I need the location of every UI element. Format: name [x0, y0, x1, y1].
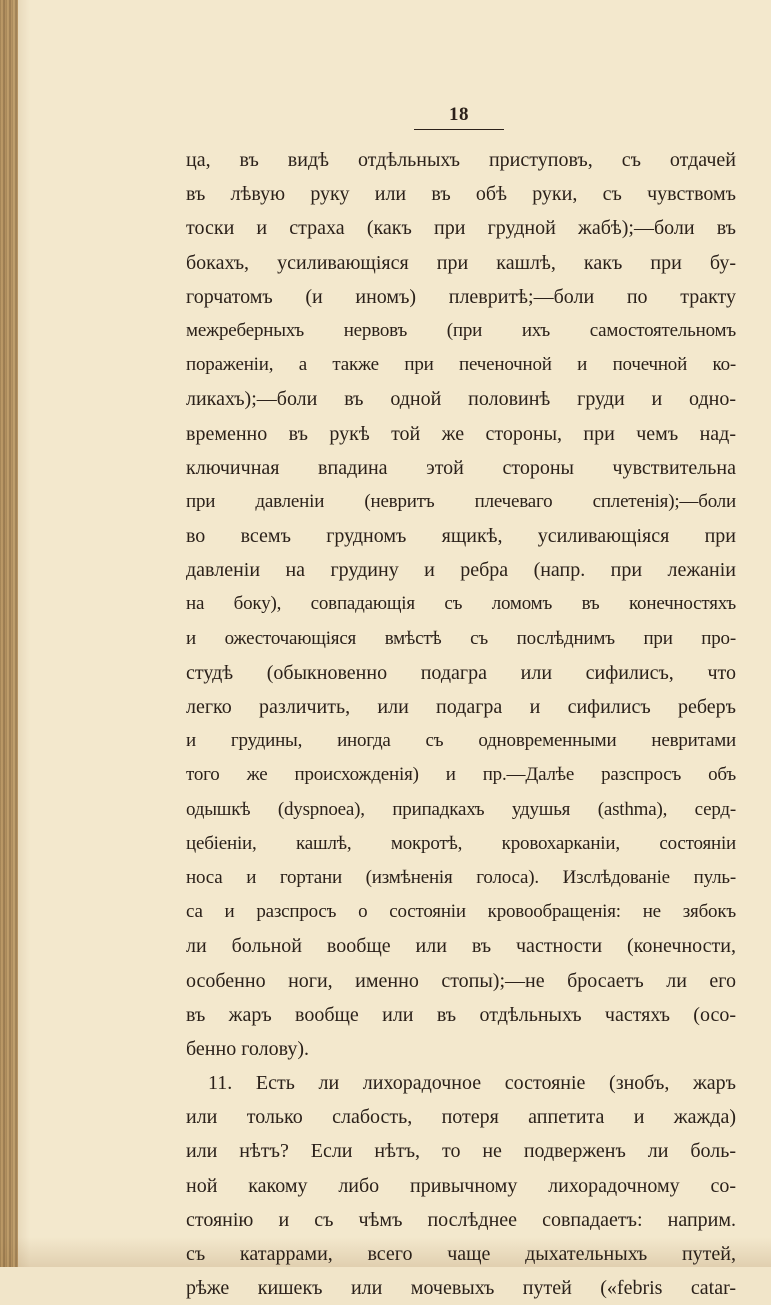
- text-line: особенно ноги, именно стопы);—не бросаетъ ли его: [186, 969, 736, 992]
- text-line: цебіеніи, кашлѣ, мокротѣ, кровохарканіи, состояніи: [186, 832, 736, 854]
- text-line: стоянію и съ чѣмъ послѣднее совпадаетъ: наприм.: [186, 1208, 736, 1231]
- text-line: студѣ (обыкновенно подагра или сифилисъ, что: [186, 661, 736, 684]
- text-line: въ лѣвую руку или въ обѣ руки, съ чувствомъ: [186, 183, 736, 206]
- text-line: 11. Есть ли лихорадочное состояніе (знобъ, жаръ: [208, 1072, 736, 1095]
- text-line: временно въ рукѣ той же стороны, при чемъ над-: [186, 422, 736, 445]
- page-binding-edge: [0, 0, 18, 1267]
- text-line: бенно голову).: [186, 1037, 310, 1060]
- text-line: ли больной вообще или въ частности (конечности,: [186, 935, 736, 958]
- text-line: ной какому либо привычному лихорадочному со-: [186, 1174, 736, 1197]
- text-line: и грудины, иногда съ одновременными невритами: [186, 730, 736, 752]
- text-line: того же происхожденія) и пр.—Далѣе разспросъ объ: [186, 764, 736, 786]
- text-line: во всемъ грудномъ ящикѣ, усиливающіяся при: [186, 525, 736, 548]
- text-line: бокахъ, усиливающіяся при кашлѣ, какъ при бу-: [186, 251, 736, 274]
- text-line: при давленіи (невритъ плечеваго сплетенія);—боли: [186, 490, 736, 512]
- text-line: тоски и страха (какъ при грудной жабѣ);—боли въ: [186, 217, 736, 240]
- text-line: въ жаръ вообще или въ отдѣльныхъ частяхъ (осо-: [186, 1003, 736, 1026]
- text-line: на боку), совпадающія съ ломомъ въ конечностяхъ: [186, 593, 736, 615]
- text-line: межреберныхъ нервовъ (при ихъ самостоятельномъ: [186, 319, 736, 341]
- text-line: давленіи на грудину и ребра (напр. при лежаніи: [186, 559, 736, 582]
- text-line: или только слабость, потеря аппетита и жажда): [186, 1106, 736, 1129]
- text-line: ца, въ видѣ отдѣльныхъ приступовъ, съ отдачей: [186, 149, 736, 171]
- body-text: [186, 143, 736, 1305]
- text-line: пораженіи, а также при печеночной и почечной ко-: [186, 354, 736, 376]
- text-line: одышкѣ (dyspnoea), припадкахъ удушья (asthma), серд-: [186, 798, 736, 820]
- text-line: и ожесточающіяся вмѣстѣ съ послѣднимъ при про-: [186, 627, 736, 649]
- page-number-rule: [414, 129, 504, 130]
- text-line: или нѣтъ? Если нѣтъ, то не подверженъ ли боль-: [186, 1140, 736, 1163]
- text-line: носа и гортани (измѣненія голоса). Изслѣдованіе пуль-: [186, 866, 736, 888]
- page-number: 18: [449, 104, 469, 125]
- text-line: ликахъ);—боли въ одной половинѣ груди и одно-: [186, 388, 736, 411]
- text-line: рѣже кишекъ или мочевыхъ путей («febris catar-: [186, 1277, 736, 1300]
- text-line: горчатомъ (и иномъ) плевритѣ;—боли по тракту: [186, 285, 736, 308]
- text-line: легко различить, или подагра и сифилисъ реберъ: [186, 696, 736, 718]
- text-line: са и разспросъ о состояніи кровообращенія: не зябокъ: [186, 901, 736, 923]
- text-line: ключичная впадина этой стороны чувствительна: [186, 456, 736, 479]
- text-line: съ катаррами, всего чаще дыхательныхъ путей,: [186, 1243, 736, 1265]
